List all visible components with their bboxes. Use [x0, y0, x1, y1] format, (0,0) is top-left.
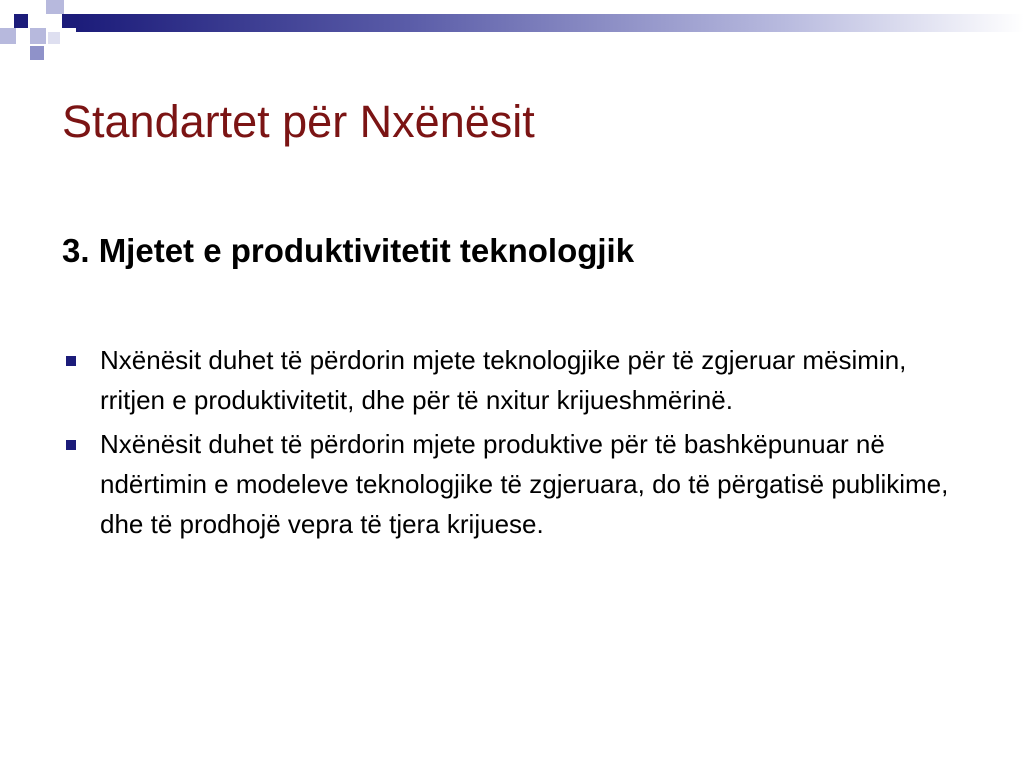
square-bullet-icon	[66, 440, 76, 450]
slide-title: Standartet për Nxënësit	[62, 96, 535, 147]
decor-square	[14, 14, 28, 28]
decor-square	[46, 0, 64, 14]
bullet-list	[62, 340, 962, 548]
bullet-text: Nxënësit duhet të përdorin mjete produktive për të bashkëpunuar në ndërtimin e modeleve teknologjike të zgjeruara, do të përgatisë publikime, dhe të prodhojë vepra të tjera krijuese.	[100, 429, 949, 539]
bullet-text: Nxënësit duhet të përdorin mjete teknologjike për të zgjeruar mësimin, rritjen e produktivitetit, dhe për të nxitur krijueshmërinë.	[100, 345, 907, 415]
top-gradient-bar	[76, 14, 1024, 32]
bullet-item	[62, 424, 962, 544]
decor-square	[48, 32, 60, 44]
decor-square	[30, 46, 44, 60]
decor-square	[62, 14, 76, 28]
decor-square	[0, 28, 16, 44]
decor-square	[30, 28, 46, 44]
square-bullet-icon	[66, 356, 76, 366]
slide-subtitle: 3. Mjetet e produktivitetit teknologjik	[62, 232, 635, 269]
bullet-item	[62, 340, 962, 420]
